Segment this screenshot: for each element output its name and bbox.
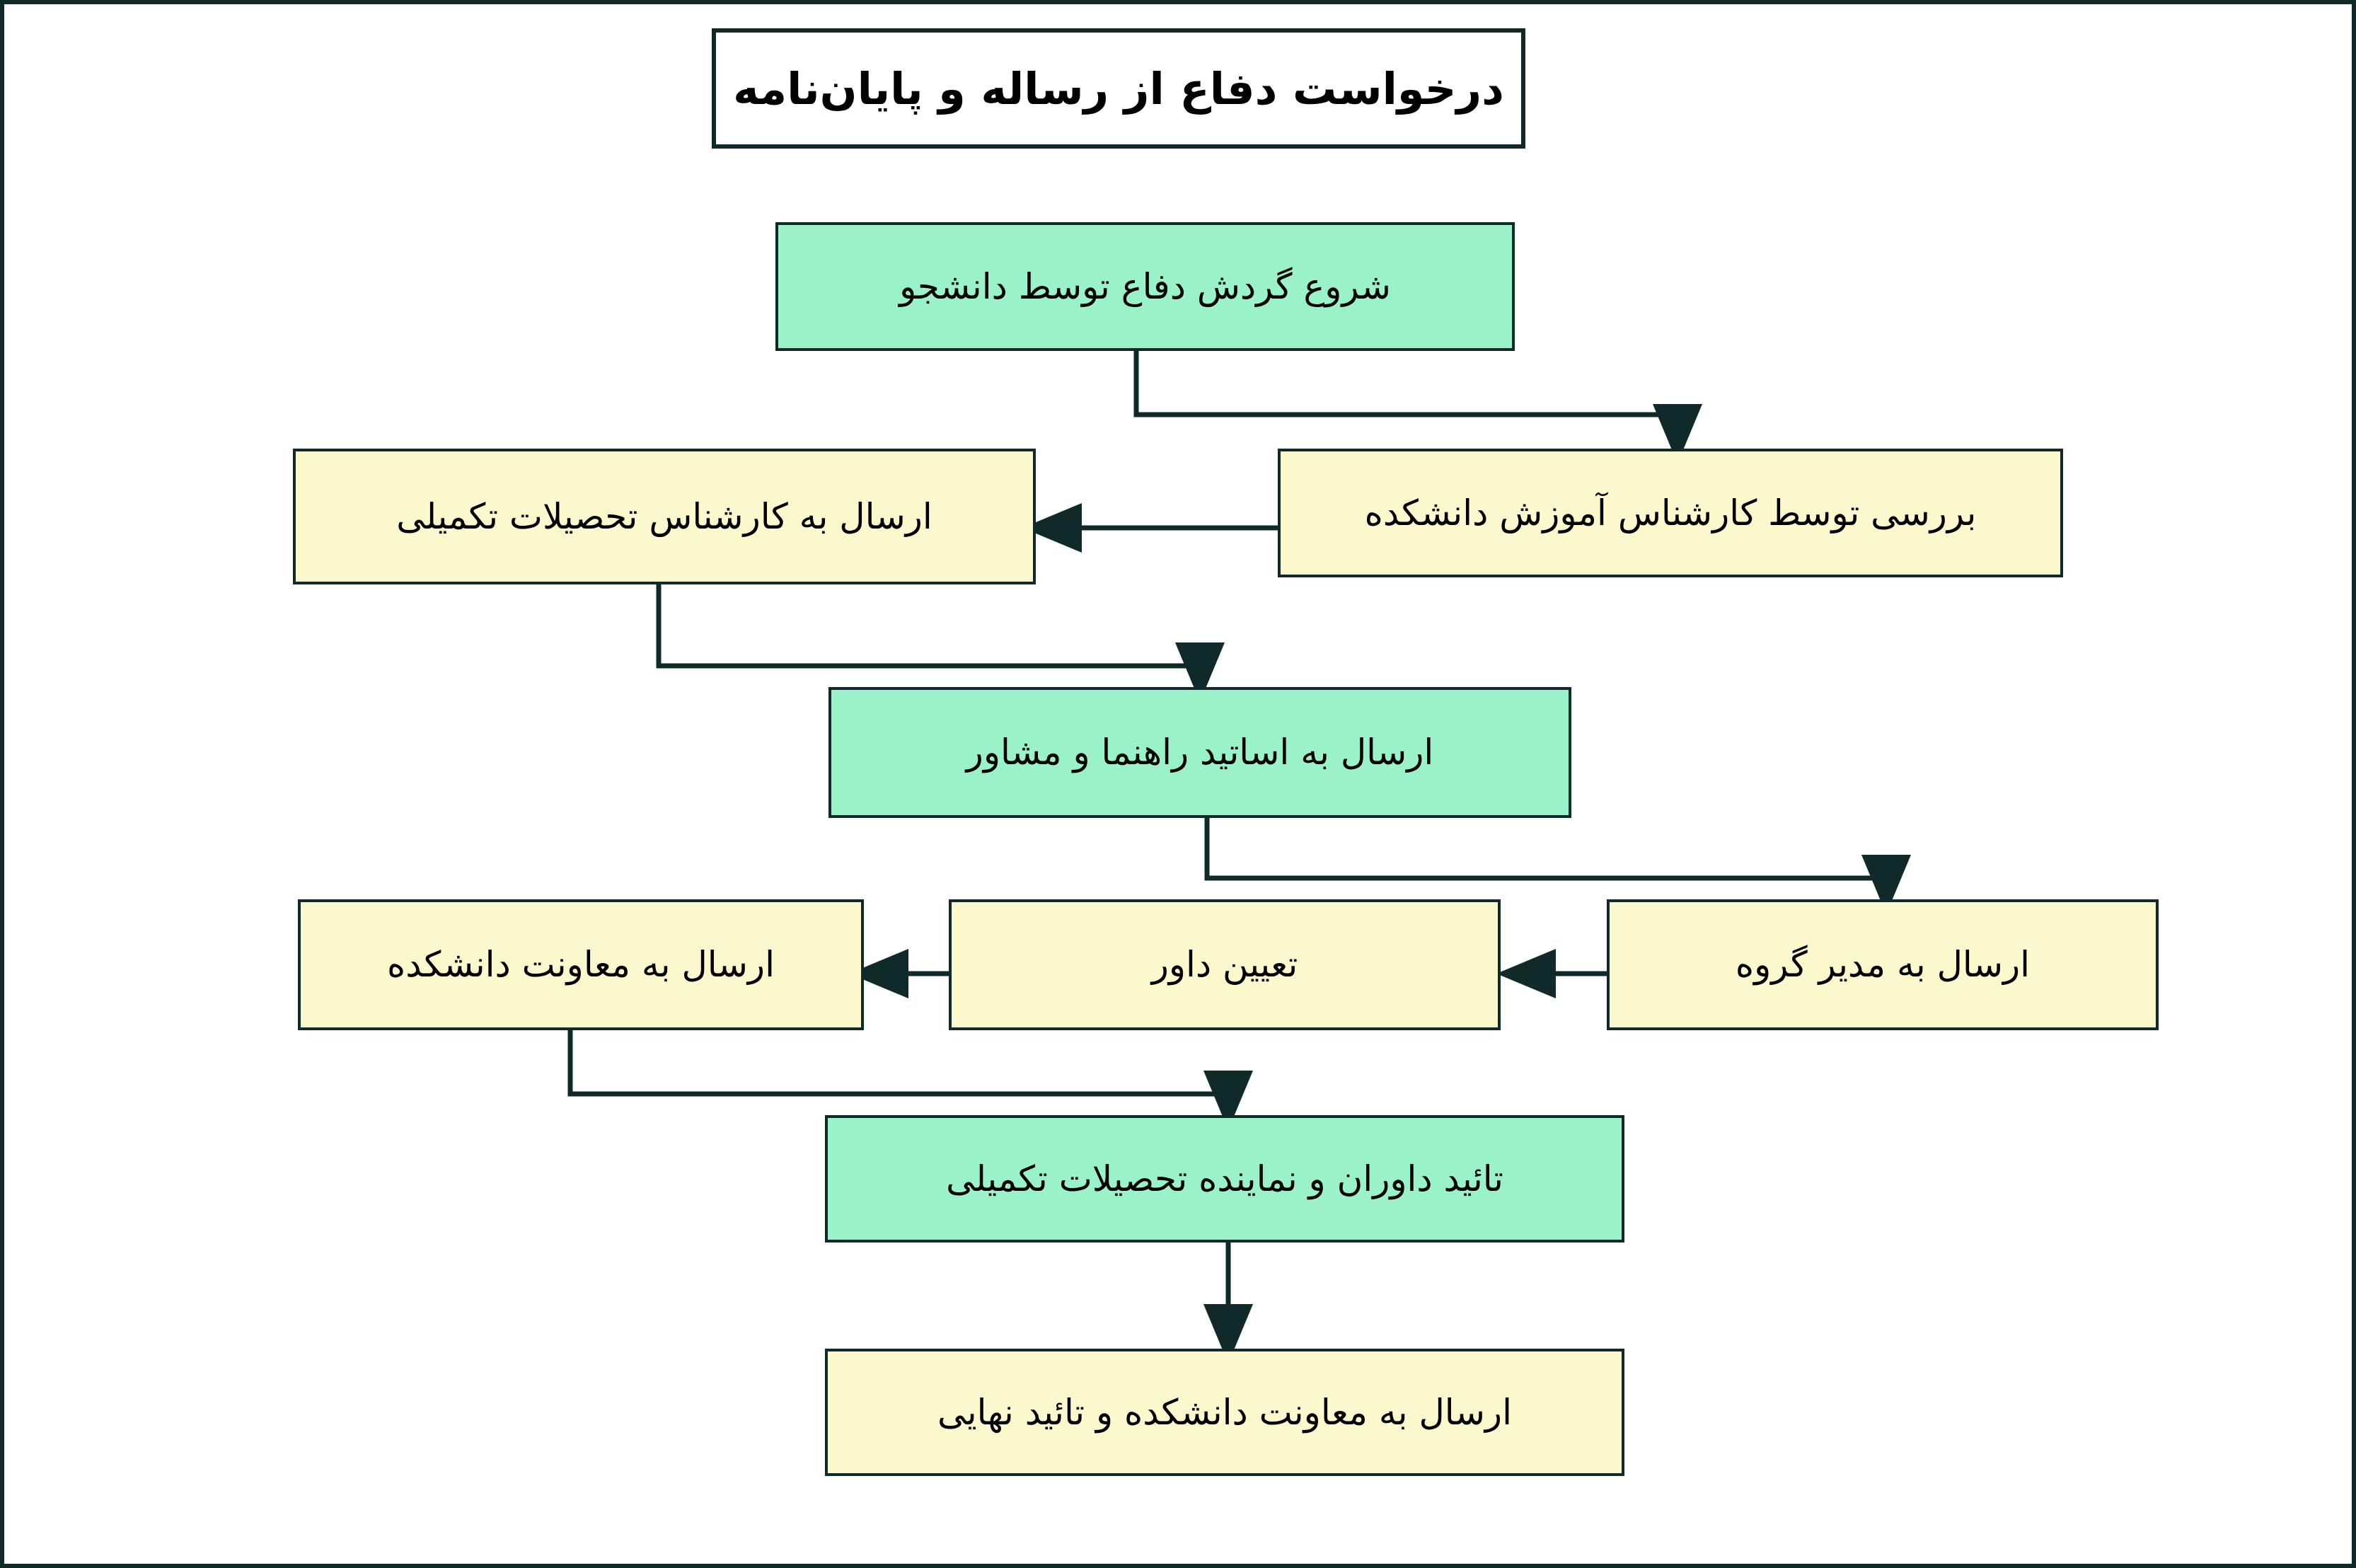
node-label: تائید داوران و نماینده تحصیلات تکمیلی: [946, 1158, 1503, 1199]
diagram-title-box: [712, 28, 1525, 149]
node-label: ارسال به اساتید راهنما و مشاور: [966, 732, 1434, 773]
node-label: ارسال به کارشناس تحصیلات تکمیلی: [396, 495, 932, 537]
page-title: درخواست دفاع از رساله و پایان‌نامه: [733, 62, 1504, 115]
node-label: ارسال به معاونت دانشکده: [387, 944, 775, 985]
node-label: شروع گردش دفاع توسط دانشجو: [899, 265, 1391, 307]
node-send-supervisors[interactable]: [828, 687, 1571, 818]
node-final-approval[interactable]: [825, 1349, 1624, 1476]
node-referee[interactable]: [949, 899, 1501, 1030]
edge-start-review: [1136, 351, 1678, 449]
node-send-grad[interactable]: [293, 449, 1036, 584]
node-label: بررسی توسط کارشناس آموزش دانشکده: [1364, 492, 1977, 534]
node-review[interactable]: [1278, 449, 2063, 577]
node-start[interactable]: [775, 222, 1515, 351]
node-label: ارسال به معاونت دانشکده و تائید نهایی: [937, 1391, 1512, 1433]
node-label: ارسال به مدیر گروه: [1735, 944, 2031, 985]
node-send-vice-dean[interactable]: [298, 899, 864, 1030]
node-label: تعیین داور: [1151, 944, 1298, 985]
node-approve-referees[interactable]: [825, 1115, 1624, 1243]
node-send-head[interactable]: [1607, 899, 2159, 1030]
edge-sendgrad-sendsup: [659, 584, 1200, 687]
edge-sendsup-sendhead: [1207, 818, 1886, 899]
edge-sendvice-approve: [570, 1030, 1228, 1115]
